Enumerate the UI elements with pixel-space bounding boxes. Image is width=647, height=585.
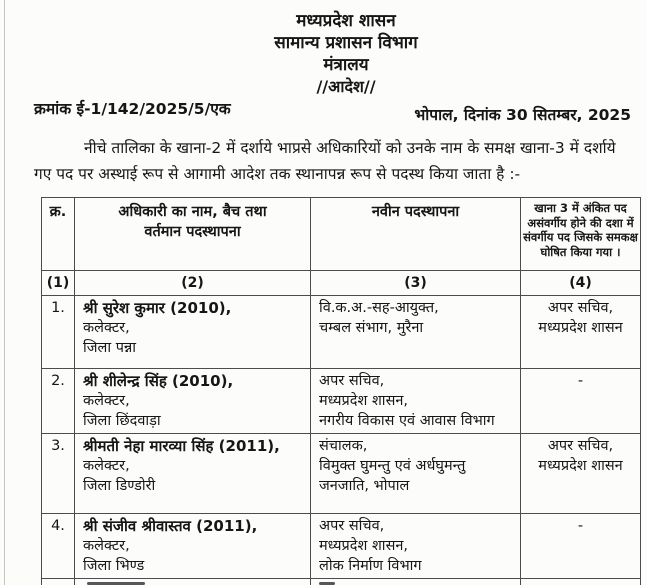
- officer-name: श्री शीलेन्द्र सिंह (2010),: [83, 372, 234, 390]
- equivalent-post-cell: [521, 514, 641, 579]
- posting-line: जनजाति, भोपाल: [319, 478, 410, 494]
- partial-next-row: [42, 579, 641, 585]
- table-row: [42, 434, 641, 514]
- col-number-4: (4): [521, 271, 641, 296]
- officer-name: श्री सुरेश कुमार (2010),: [83, 299, 232, 317]
- table-row: [42, 514, 641, 579]
- officer-district: जिला छिंदवाड़ा: [83, 413, 161, 429]
- reference-number: क्रमांक ई-1/142/2025/5/एक: [34, 100, 231, 118]
- officer-cell: [75, 514, 311, 579]
- place-and-date: भोपाल, दिनांक 30 सितम्बर, 2025: [414, 106, 631, 124]
- row-serial: 3.: [42, 434, 75, 514]
- officer-cell: [75, 434, 311, 514]
- partial-serial-cell: [42, 579, 75, 585]
- row-serial: 1.: [42, 296, 75, 369]
- header-equivalent-post: खाना 3 में अंकित पद असंवर्गीय होने की दशा में संवर्गीय पद जिसके समकक्ष घोषित किया गया ।: [521, 198, 641, 271]
- posting-line: अपर सचिव,: [319, 518, 385, 534]
- posting-line: मध्यप्रदेश शासन,: [319, 538, 409, 554]
- table-row: [42, 296, 641, 369]
- posting-line: लोक निर्माण विभाग: [319, 558, 422, 574]
- equivalent-line: -: [577, 373, 584, 389]
- scan-edge-line: [4, 0, 5, 585]
- row-serial: 2.: [42, 369, 75, 434]
- new-posting-cell: [311, 369, 521, 434]
- posting-line: वि.क.अ.-सह-आयुक्त,: [319, 300, 439, 316]
- posting-line: नगरीय विकास एवं आवास विभाग: [319, 413, 495, 429]
- officer-cell: [75, 369, 311, 434]
- equivalent-line: मध्यप्रदेश शासन: [538, 458, 623, 474]
- officer-district: जिला भिण्ड: [83, 558, 145, 574]
- partial-officer-cell: [75, 579, 311, 585]
- ministry-name: मंत्रालय: [323, 55, 369, 75]
- col-number-3: (3): [311, 271, 521, 296]
- equivalent-line: अपर सचिव,: [547, 438, 614, 454]
- posting-line: विमुक्त घुमन्तु एवं अर्धघुमन्तु: [319, 458, 466, 474]
- government-name: मध्यप्रदेश शासन: [296, 11, 396, 31]
- intro-paragraph-line1: नीचे तालिका के खाना-2 में दर्शाये भाप्रसे अधिकारियों को उनके नाम के समक्ष खाना-3 में दर्शाये: [84, 139, 616, 157]
- officer-designation: कलेक्टर,: [83, 320, 130, 336]
- order-title: //आदेश//: [316, 77, 376, 96]
- posting-table: [41, 197, 641, 585]
- officer-name: श्री संजीव श्रीवास्तव (2011),: [83, 517, 258, 535]
- officer-designation: कलेक्टर,: [83, 393, 130, 409]
- posting-line: चम्बल संभाग, मुरैना: [319, 320, 424, 336]
- equivalent-post-cell: [521, 296, 641, 369]
- officer-designation: कलेक्टर,: [83, 538, 130, 554]
- equivalent-post-cell: [521, 434, 641, 514]
- equivalent-line: मध्यप्रदेश शासन: [538, 320, 623, 336]
- equivalent-line: अपर सचिव,: [547, 300, 614, 316]
- header-officer: [75, 198, 311, 271]
- officer-designation: कलेक्टर,: [83, 458, 130, 474]
- officer-name: श्रीमती नेहा मारव्या सिंह (2011),: [83, 437, 280, 455]
- partial-posting-cell: [311, 579, 521, 585]
- posting-line: मध्यप्रदेश शासन,: [319, 393, 409, 409]
- equivalent-post-cell: [521, 369, 641, 434]
- table-row: [42, 369, 641, 434]
- header-officer-line1: अधिकारी का नाम, बैच तथा: [118, 204, 267, 220]
- officer-district: जिला पन्ना: [83, 340, 136, 356]
- equivalent-line: -: [577, 518, 584, 534]
- header-new-posting: नवीन पदस्थापना: [311, 198, 521, 271]
- department-name: सामान्य प्रशासन विभाग: [274, 33, 418, 53]
- partial-equivalent-cell: [521, 579, 641, 585]
- intro-paragraph-line2: गए पद पर अस्थाई रूप से आगामी आदेश तक स्थानापन्न रूप से पदस्थ किया जाता है :-: [34, 165, 521, 183]
- table-header-row: [42, 198, 641, 271]
- column-numbering-row: [42, 271, 641, 296]
- header-serial: क्र.: [42, 198, 75, 271]
- new-posting-cell: [311, 434, 521, 514]
- officer-cell: [75, 296, 311, 369]
- officer-district: जिला डिण्डोरी: [83, 478, 156, 494]
- col-number-1: (1): [42, 271, 75, 296]
- header-officer-line2: वर्तमान पदस्थापना: [144, 224, 241, 240]
- row-serial: 4.: [42, 514, 75, 579]
- col-number-2: (2): [75, 271, 311, 296]
- new-posting-cell: [311, 296, 521, 369]
- document-header: [45, 10, 647, 98]
- posting-line: संचालक,: [319, 438, 368, 454]
- posting-line: अपर सचिव,: [319, 373, 385, 389]
- new-posting-cell: [311, 514, 521, 579]
